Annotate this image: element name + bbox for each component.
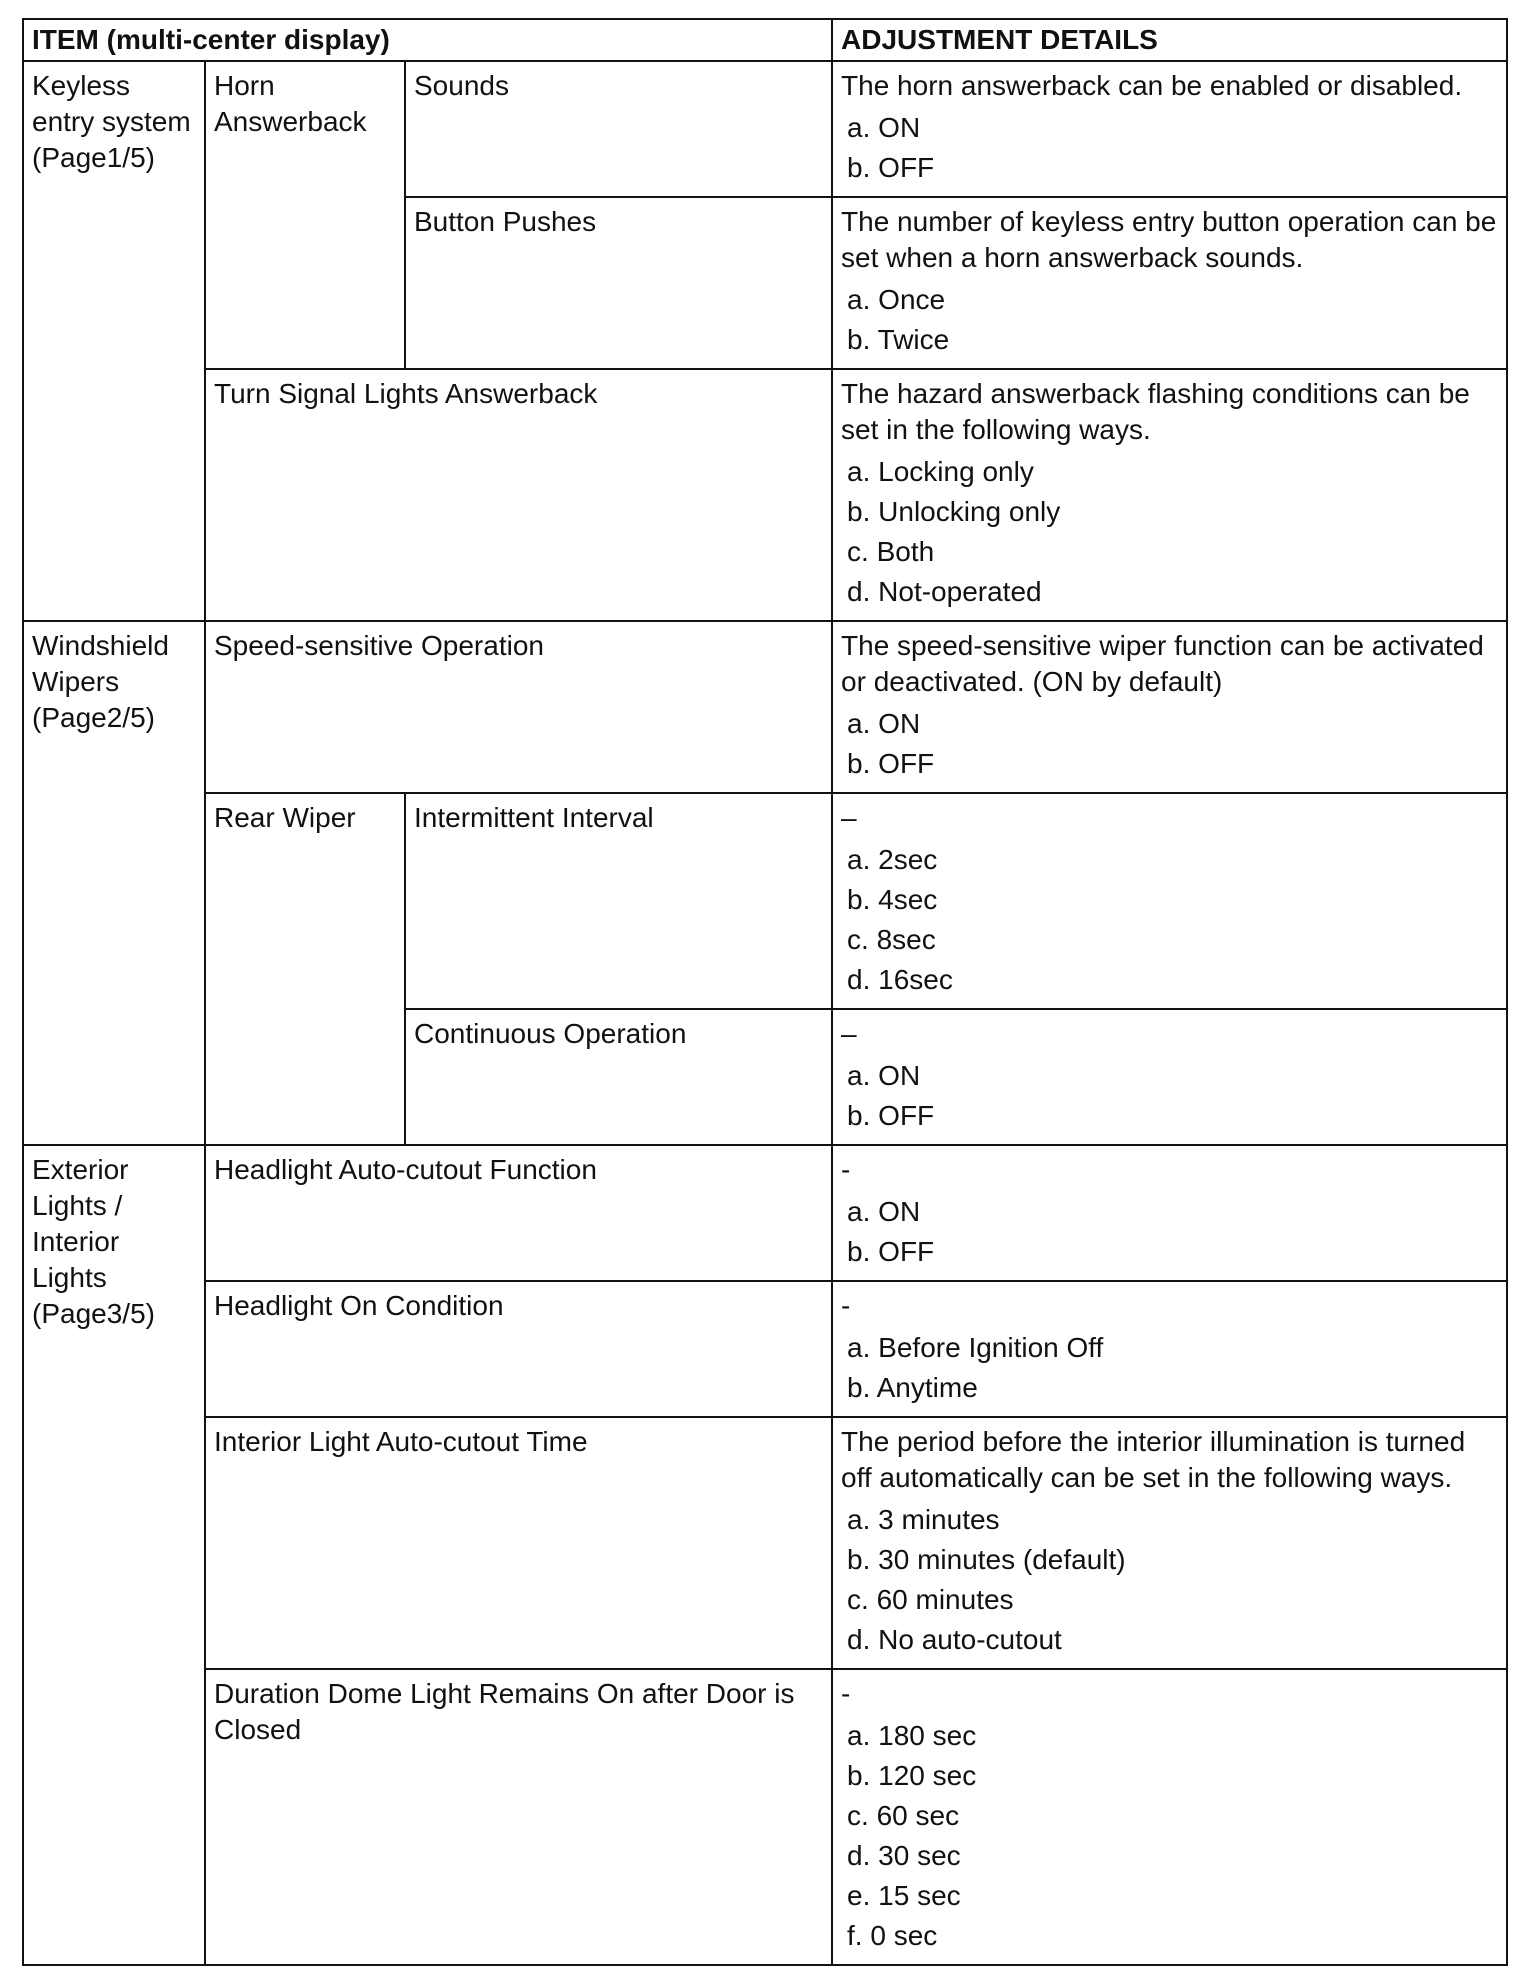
option-item: a. ON (847, 1196, 921, 1227)
option-list (847, 1716, 1498, 1956)
details-description: - (841, 1154, 851, 1185)
option-item: b. OFF (847, 748, 935, 779)
option-item: a. Before Ignition Off (847, 1332, 1104, 1363)
option-item: b. 120 sec (847, 1760, 977, 1791)
option-item: e. 15 sec (847, 1880, 961, 1911)
option-list (847, 1056, 1498, 1136)
option-item: b. Anytime (847, 1372, 978, 1403)
details-description: The horn answerback can be enabled or disabled. (841, 70, 1463, 101)
option-list (847, 704, 1498, 784)
details-cell (832, 197, 1507, 369)
subgroup-label-rear-wiper: Rear Wiper (205, 793, 405, 1145)
option-item: c. 8sec (847, 924, 936, 955)
option-item: b. 30 minutes (default) (847, 1544, 1126, 1575)
option-item: a. Once (847, 284, 946, 315)
option-item: d. Not-operated (847, 576, 1042, 607)
option-item: d. 16sec (847, 964, 953, 995)
table-row (23, 61, 1507, 197)
table-row (23, 369, 1507, 621)
group-label-keyless: Keyless entry system (Page1/5) (23, 61, 205, 621)
details-cell (832, 61, 1507, 197)
details-cell (832, 1281, 1507, 1417)
option-item: b. OFF (847, 1100, 935, 1131)
option-list (847, 840, 1498, 1000)
table-row (23, 1417, 1507, 1669)
details-cell (832, 369, 1507, 621)
details-description: – (841, 1018, 857, 1049)
adjustment-table (22, 18, 1508, 1966)
item-label-sounds: Sounds (405, 61, 832, 197)
header-row (23, 19, 1507, 61)
option-list (847, 1500, 1498, 1660)
details-cell (832, 1417, 1507, 1669)
option-item: c. 60 sec (847, 1800, 960, 1831)
table-row (23, 1669, 1507, 1965)
option-item: a. ON (847, 1060, 921, 1091)
group-label-lights: Exterior Lights / Interior Lights (Page3/5) (23, 1145, 205, 1965)
item-label-dome-light-duration: Duration Dome Light Remains On after Door is Closed (205, 1669, 832, 1965)
details-description: – (841, 802, 857, 833)
details-description: The period before the interior illumination is turned off automatically can be set in the following ways. (841, 1426, 1466, 1493)
option-item: a. 180 sec (847, 1720, 977, 1751)
item-label-speed-sensitive: Speed-sensitive Operation (205, 621, 832, 793)
header-item: ITEM (multi-center display) (23, 19, 832, 61)
option-item: d. No auto-cutout (847, 1624, 1062, 1655)
details-description: The number of keyless entry button operation can be set when a horn answerback sounds. (841, 206, 1497, 273)
table-row (23, 1281, 1507, 1417)
details-cell (832, 1145, 1507, 1281)
option-item: f. 0 sec (847, 1920, 938, 1951)
details-description: - (841, 1290, 851, 1321)
table-row (23, 621, 1507, 793)
option-list (847, 280, 1498, 360)
table-row (23, 793, 1507, 1009)
option-item: b. OFF (847, 152, 935, 183)
option-item: a. Locking only (847, 456, 1034, 487)
option-item: c. 60 minutes (847, 1584, 1014, 1615)
item-label-button-pushes: Button Pushes (405, 197, 832, 369)
option-list (847, 1328, 1498, 1408)
option-item: a. ON (847, 112, 921, 143)
header-details: ADJUSTMENT DETAILS (832, 19, 1507, 61)
option-list (847, 108, 1498, 188)
group-label-wipers: Windshield Wipers (Page2/5) (23, 621, 205, 1145)
details-description: The hazard answerback flashing conditions can be set in the following ways. (841, 378, 1470, 445)
details-description: The speed-sensitive wiper function can be activated or deactivated. (ON by default) (841, 630, 1484, 697)
details-cell (832, 1009, 1507, 1145)
option-item: b. Twice (847, 324, 950, 355)
details-cell (832, 793, 1507, 1009)
option-item: a. 2sec (847, 844, 938, 875)
option-item: c. Both (847, 536, 935, 567)
option-item: d. 30 sec (847, 1840, 961, 1871)
item-label-continuous-operation: Continuous Operation (405, 1009, 832, 1145)
subgroup-label-horn: Horn Answerback (205, 61, 405, 369)
option-item: b. 4sec (847, 884, 938, 915)
option-item: a. ON (847, 708, 921, 739)
option-list (847, 452, 1498, 612)
option-item: b. OFF (847, 1236, 935, 1267)
details-cell (832, 1669, 1507, 1965)
details-cell (832, 621, 1507, 793)
details-description: - (841, 1678, 851, 1709)
item-label-interior-autocut: Interior Light Auto-cutout Time (205, 1417, 832, 1669)
item-label-headlight-on-condition: Headlight On Condition (205, 1281, 832, 1417)
item-label-intermittent-interval: Intermittent Interval (405, 793, 832, 1009)
item-label-turn-signal: Turn Signal Lights Answerback (205, 369, 832, 621)
option-list (847, 1192, 1498, 1272)
option-item: a. 3 minutes (847, 1504, 1000, 1535)
option-item: b. Unlocking only (847, 496, 1061, 527)
item-label-headlight-autocut: Headlight Auto-cutout Function (205, 1145, 832, 1281)
table-row (23, 1145, 1507, 1281)
